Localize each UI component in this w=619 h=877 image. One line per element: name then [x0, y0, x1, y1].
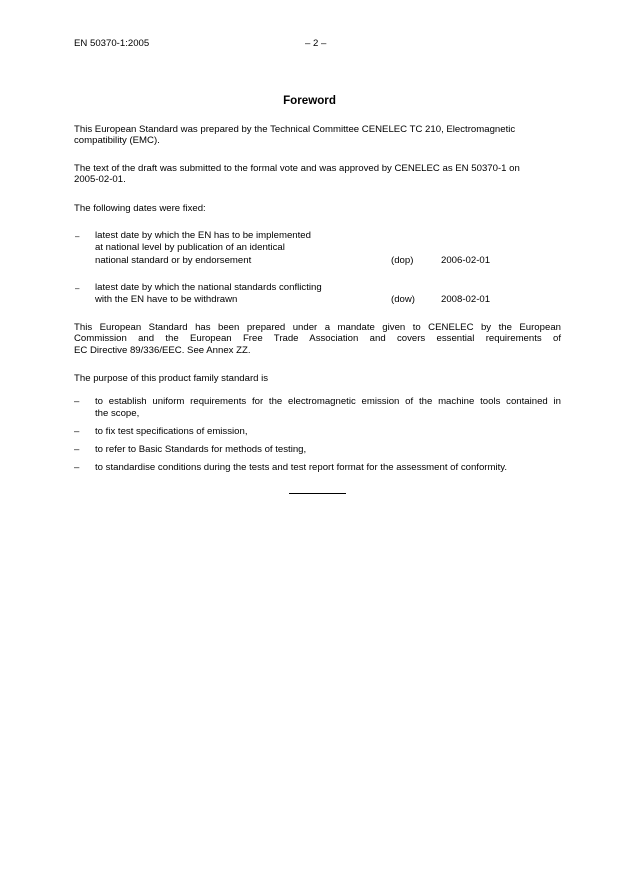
- purpose-line: the scope,: [95, 408, 140, 419]
- list-dash: –: [75, 284, 80, 293]
- paragraph-line: This European Standard was prepared by the Technical Committee CENELEC TC 210, Electromagnetic: [74, 124, 516, 135]
- paragraph-technical-committee: [74, 124, 561, 147]
- end-rule: [289, 493, 346, 494]
- date-value: 2006-02-01: [441, 255, 491, 266]
- list-dash: –: [74, 426, 80, 437]
- list-dash: –: [74, 444, 80, 455]
- date-code: (dop): [391, 255, 414, 266]
- page-title: Foreword: [283, 94, 336, 107]
- purpose-line: to establish uniform requirements for the electromagnetic emission of the machine tools contained in: [95, 396, 561, 407]
- purpose-line: to refer to Basic Standards for methods of testing,: [95, 444, 307, 455]
- date-item-line: national standard or by endorsement: [95, 255, 252, 266]
- document-id: EN 50370-1:2005: [74, 38, 150, 49]
- list-dash: –: [74, 396, 80, 407]
- purpose-line: to standardise conditions during the tests and test report format for the assessment of conformity.: [95, 462, 508, 473]
- list-dash: –: [74, 462, 80, 473]
- purpose-line: to fix test specifications of emission,: [95, 426, 248, 437]
- paragraph-line: 2005-02-01.: [74, 174, 126, 186]
- date-item-line: latest date by which the national standards conflicting: [95, 282, 322, 293]
- date-item-line: with the EN have to be withdrawn: [95, 294, 238, 305]
- paragraph-line: The text of the draft was submitted to the formal vote and was approved by CENELEC as EN 50370-1 on: [74, 163, 520, 174]
- paragraph-line: compatibility (EMC).: [74, 135, 160, 147]
- paragraph-line: This European Standard has been prepared under a mandate given to CENELEC by the European: [74, 322, 561, 333]
- paragraph-line: EC Directive 89/336/EEC. See Annex ZZ.: [74, 344, 251, 356]
- page-number: – 2 –: [305, 38, 327, 49]
- paragraph-purpose-intro: The purpose of this product family standard is: [74, 373, 269, 384]
- paragraph-approval: [74, 163, 561, 186]
- paragraph-mandate: [74, 322, 561, 356]
- paragraph-line: Commission and the European Free Trade Association and covers essential requirements of: [74, 333, 561, 345]
- paragraph-dates-intro: The following dates were fixed:: [74, 203, 206, 214]
- date-item-line: latest date by which the EN has to be implemented: [95, 230, 311, 241]
- list-dash: –: [75, 232, 80, 241]
- date-value: 2008-02-01: [441, 294, 491, 305]
- date-code: (dow): [391, 294, 415, 305]
- date-item-line: at national level by publication of an identical: [95, 242, 285, 253]
